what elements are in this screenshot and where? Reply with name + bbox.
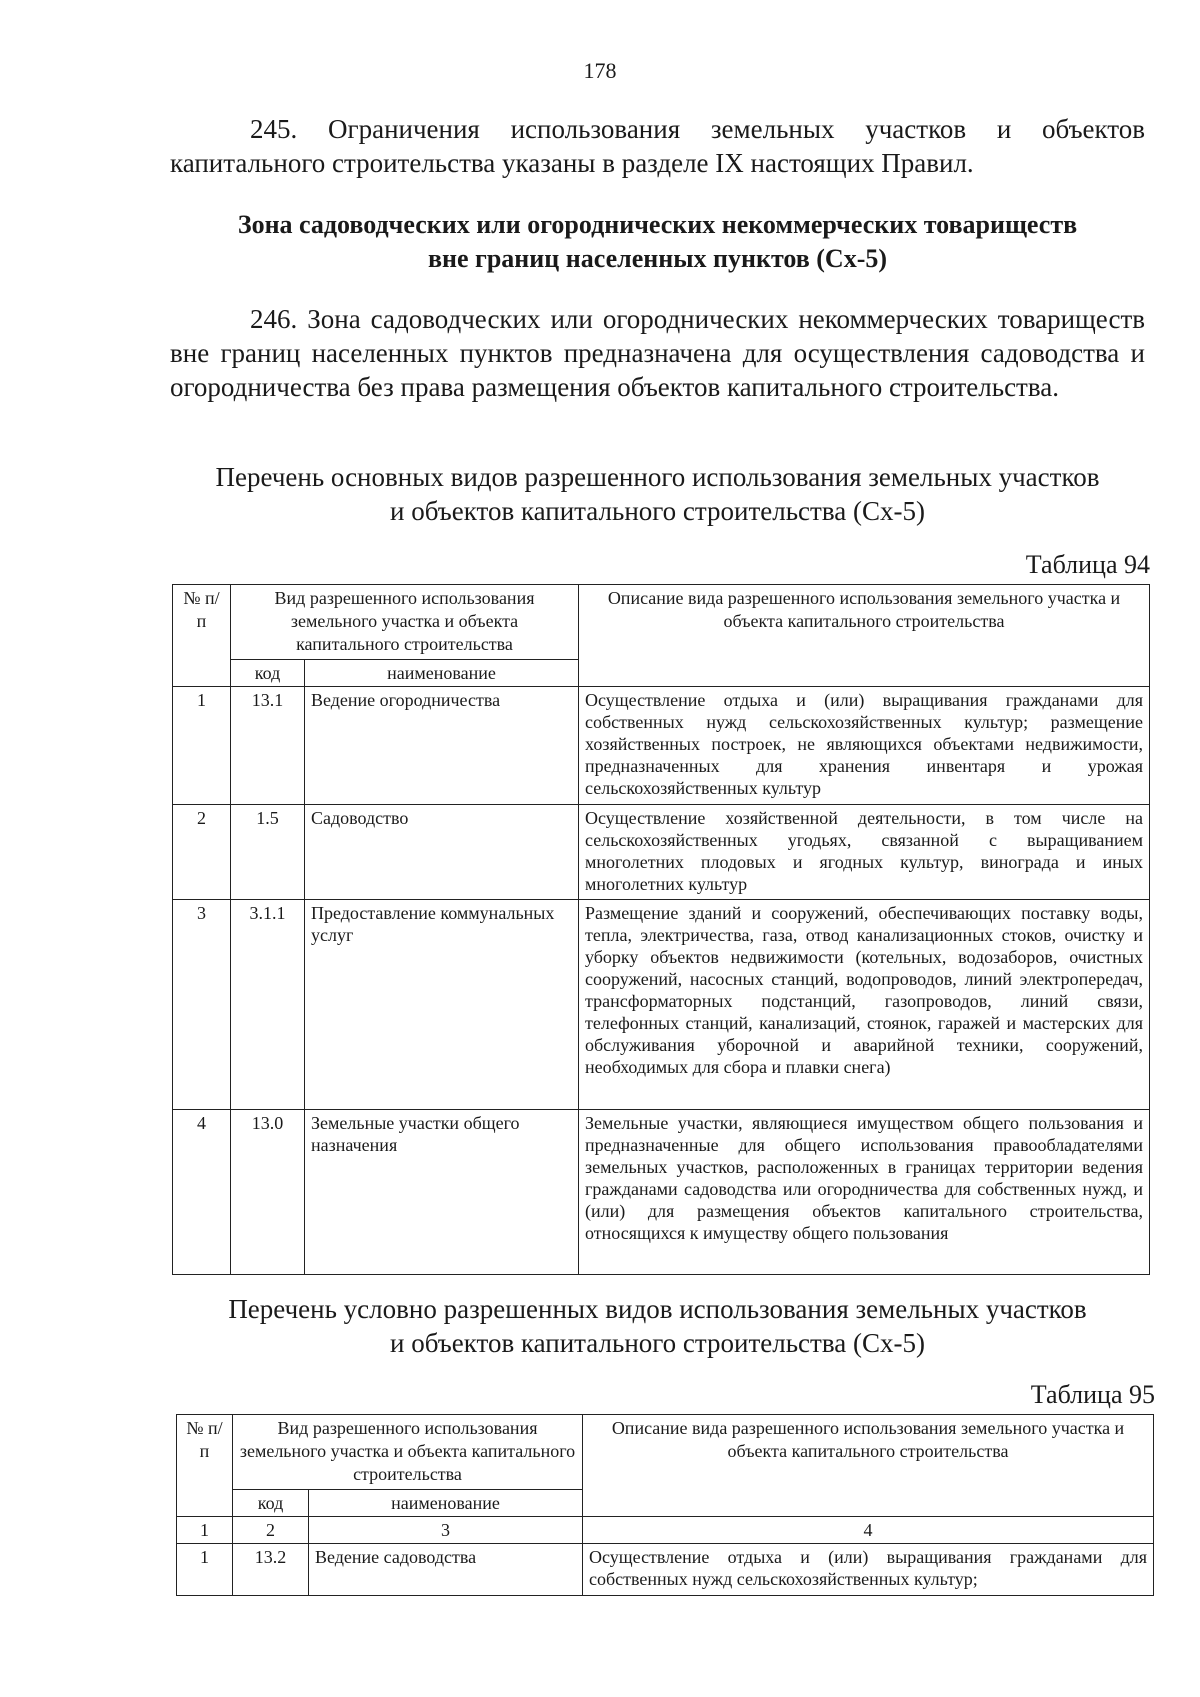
page-number: 178 [583,58,617,83]
header-num: № п/п [173,585,231,687]
table-94-label: Таблица 94 [1025,550,1150,579]
main-uses-title-line1: Перечень основных видов разрешенного использования земельных участков [215,462,1100,492]
row-description: Размещение зданий и сооружений, обеспечивающих поставку воды, тепла, электричества, газа, отвод канализационных стоков, очистку и уборку объектов недвижимости (котельных, водозаборов, очистных сооружений, насосных станций, водопроводов, линий электропередач, трансформаторных подстанций, газопроводов, линий связи, телефонных станций, канализаций, стоянок, гаражей и мастерских для обслуживания уборочной и аварийной техники, сооружений, необходимых для сбора и плавки снега) [579,900,1150,1110]
column-number: 2 [233,1517,309,1544]
row-description: Осуществление отдыха и (или) выращивания гражданами для собственных нужд сельскохозяйственных культур; [583,1544,1154,1596]
table-row [173,805,1150,900]
zone-heading-line2: вне границ населенных пунктов (Сх-5) [427,244,888,273]
conditional-uses-title [170,1292,1145,1360]
zone-heading-line1: Зона садоводческих или огороднических некоммерческих товариществ [237,210,1078,239]
conditional-uses-title-line1: Перечень условно разрешенных видов использования земельных участков [228,1294,1087,1324]
paragraph-246: 246. Зона садоводческих или огороднических некоммерческих товариществ вне границ населенных пунктов предназначена для осуществления садоводства и огородничества без права размещения объектов капитального строительства. [170,304,1145,402]
table-header-row [177,1415,1154,1490]
table-row [173,1110,1150,1275]
table-header-row [173,585,1150,660]
header-type-group: Вид разрешенного использования земельного участка и объекта капитального строительства [233,1415,583,1490]
table-row [173,900,1150,1110]
main-uses-title [170,460,1145,528]
row-name: Земельные участки общего назначения [305,1110,579,1275]
row-code: 13.0 [231,1110,305,1275]
header-name: наименование [305,660,579,687]
header-num: № п/п [177,1415,233,1517]
row-num: 1 [177,1544,233,1596]
header-code: код [233,1490,309,1517]
row-code: 13.2 [233,1544,309,1596]
row-code: 13.1 [231,687,305,805]
column-number-row [177,1517,1154,1544]
row-name: Предоставление коммунальных услуг [305,900,579,1110]
header-type-group: Вид разрешенного использования земельного участка и объекта капитального строительства [231,585,579,660]
row-num: 2 [173,805,231,900]
table-95-label: Таблица 95 [1030,1380,1155,1409]
row-name: Ведение садоводства [309,1544,583,1596]
table-94 [172,584,1150,1275]
row-name: Ведение огородничества [305,687,579,805]
header-name: наименование [309,1490,583,1517]
table-row [177,1544,1154,1596]
column-number: 3 [309,1517,583,1544]
row-name: Садоводство [305,805,579,900]
paragraph-245: 245. Ограничения использования земельных участков и объектов капитального строительства указаны в разделе IX настоящих Правил. [170,114,1145,178]
row-description: Осуществление хозяйственной деятельности, в том числе на сельскохозяйственных угодьях, связанной с выращиванием многолетних плодовых и ягодных культур, винограда и иных многолетних культур [579,805,1150,900]
row-num: 4 [173,1110,231,1275]
row-num: 3 [173,900,231,1110]
table-95 [176,1414,1154,1596]
column-number: 4 [583,1517,1154,1544]
conditional-uses-title-line2: и объектов капитального строительства (Сх-5) [390,1328,925,1358]
row-code: 1.5 [231,805,305,900]
header-description: Описание вида разрешенного использования земельного участка и объекта капитального строительства [579,585,1150,687]
column-number: 1 [177,1517,233,1544]
row-description: Земельные участки, являющиеся имуществом общего пользования и предназначенные для общего использования правообладателями земельных участков, расположенных в границах территории ведения гражданами садоводства или огородничества для собственных нужд, и (или) для размещения объектов капитального строительства, относящихся к имуществу общего пользования [579,1110,1150,1275]
header-description: Описание вида разрешенного использования земельного участка и объекта капитального строительства [583,1415,1154,1517]
main-uses-title-line2: и объектов капитального строительства (Сх-5) [390,496,925,526]
row-num: 1 [173,687,231,805]
table-row [173,687,1150,805]
row-description: Осуществление отдыха и (или) выращивания гражданами для собственных нужд сельскохозяйственных культур; размещение хозяйственных построек, не являющихся объектами недвижимости, предназначенных для хранения инвентаря и урожая сельскохозяйственных культур [579,687,1150,805]
row-code: 3.1.1 [231,900,305,1110]
header-code: код [231,660,305,687]
zone-heading [170,208,1145,276]
